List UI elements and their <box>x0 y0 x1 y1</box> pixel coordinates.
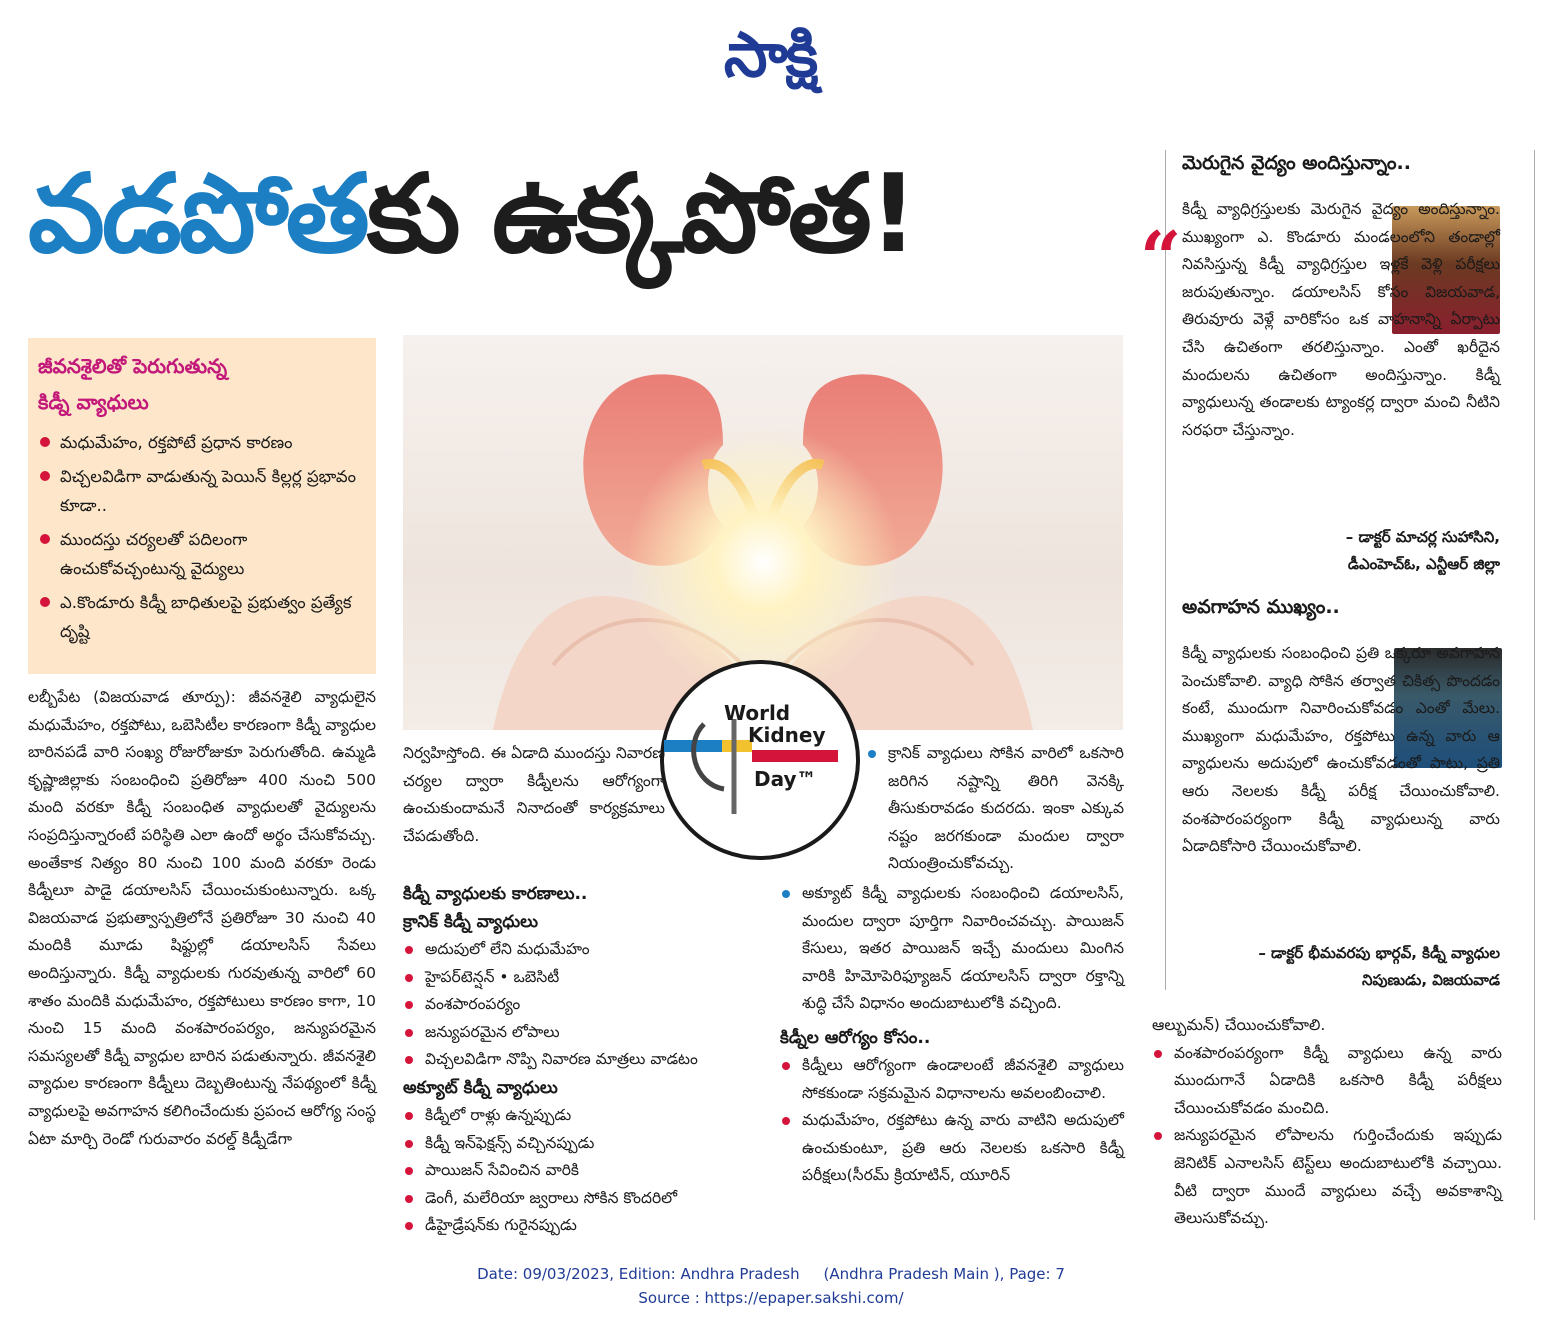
bullet-icon <box>405 1195 413 1203</box>
sig-2-name: – డాక్టర్ భీమవరపు భార్గవ్, కిడ్నీ వ్యాధుల <box>1258 944 1500 962</box>
col4-lead: ఆల్బుమన్) చేయించుకోవాలి. <box>1152 1016 1326 1034</box>
list-item: కిడ్నీలో రాళ్లు ఉన్నప్పుడు <box>403 1102 758 1130</box>
bullet-icon <box>782 890 790 898</box>
bullet-icon <box>40 534 50 544</box>
right-edge-rule <box>1534 150 1535 1220</box>
acute-list <box>403 1102 758 1240</box>
list-item: డీహైడ్రేషన్‌కు గురైనప్పుడు <box>403 1212 758 1240</box>
bullet-icon <box>1154 1132 1162 1140</box>
box-bullet: ముందస్తు చర్యలతో పదిలంగా ఉంచుకోవచ్చంటున్న వైద్యులు <box>38 525 366 583</box>
health-list <box>780 1052 1124 1190</box>
col4-list <box>1152 1040 1502 1233</box>
list-item: క్రానిక్ వ్యాధులు సోకిన వారిలో ఒకసారి జరిగిన నష్టాన్ని తిరిగి వెనక్కి తీసుకురావడం కుదరదు. ఇంకా ఎక్కువ నష్టం జరగకుండా మందుల ద్వారా నియంత్రించుకోవచ్చు. <box>866 740 1124 878</box>
badge-line2: Kidney <box>748 723 826 747</box>
bullet-icon <box>40 437 50 447</box>
list-item: పాయిజన్ సేవించిన వారికి <box>403 1157 758 1185</box>
box-bullet: విచ్చలవిడిగా వాడుతున్న పెయిన్ కిల్లర్ల ప్రభావం కూడా.. <box>38 462 366 520</box>
headline-part1: వడపోత <box>28 152 367 277</box>
bullet-icon <box>405 974 413 982</box>
article-column-4 <box>1152 1012 1502 1233</box>
footer-date: Date: 09/03/2023, Edition: Andhra Pradesh (Andhra Pradesh Main ), Page: 7 <box>477 1265 1065 1283</box>
box-title-line2: కిడ్నీ వ్యాధులు <box>38 390 149 414</box>
list-item: కిడ్నీ ఇన్‌ఫెక్షన్స్ వచ్చినప్పుడు <box>403 1130 758 1158</box>
list-item: వంశపారంపర్యం <box>403 991 758 1019</box>
chronic-list <box>403 936 758 1074</box>
sidebar-heading-2: అవగాహన ముఖ్యం.. <box>1182 596 1340 618</box>
world-kidney-day-badge <box>660 660 860 860</box>
causes-section <box>403 880 758 1240</box>
footer <box>0 1262 1542 1310</box>
bullet-icon <box>40 597 50 607</box>
bullet-icon <box>40 471 50 481</box>
sidebar-sig-2 <box>1182 940 1500 994</box>
badge-line3: Day™ <box>754 767 817 791</box>
headline-part2: కు ఉక్కపోత! <box>366 152 915 277</box>
health-heading: కిడ్నీల ఆరోగ్యం కోసం.. <box>780 1027 931 1048</box>
bullet-icon <box>405 1056 413 1064</box>
bullet-icon <box>405 1112 413 1120</box>
article-column-3-mid <box>780 880 1124 1190</box>
bullet-icon <box>1154 1050 1162 1058</box>
list-item: అదుపులో లేని మధుమేహం <box>403 936 758 964</box>
bullet-icon <box>868 750 876 758</box>
treatment-list <box>866 740 1124 878</box>
list-item: హైపర్‌టెన్షన్ • ఒబెసిటీ <box>403 964 758 992</box>
bullet-icon <box>405 1001 413 1009</box>
quote-2-body: కిడ్నీ వ్యాధులకు సంబంధించి ప్రతి ఒక్కరూ అవగాహన పెంచుకోవాలి. వ్యాధి సోకిన తర్వాత చికిత్స పొందడం కంటే, ముందుగా నివారించుకోవడం ఎంతో మేలు. ముఖ్యంగా మధుమేహం, రక్తపోటు ఉన్న వారు ఆ వ్యాధులను అదుపులో ఉంచుకోవడంతో పాటు, ప్రతి ఆరు నెలలకు కిడ్నీ పరీక్ష చేయించుకోవాలి. వంశపారంపర్యంగా కిడ్నీ వ్యాధులున్న వారు ఏడాదికోసారి చేయించుకోవాలి. <box>1182 644 1500 856</box>
badge-line1: World <box>724 701 791 725</box>
list-item: జన్యుపరమైన లోపాలను గుర్తించేందుకు ఇప్పుడు జెనిటిక్ ఎనాలసిస్ టెస్ట్‌లు అందుబాటులోకి వచ్చాయి. వీటి ద్వారా ముందే వ్యాధులు వచ్చే అవకాశాన్ని తెలుసుకోవచ్చు. <box>1152 1122 1502 1232</box>
highlight-box <box>28 338 376 674</box>
sidebar-quote-2-text <box>1182 640 1500 861</box>
headline <box>28 150 1148 280</box>
sig-2-title: నిపుణుడు, విజయవాడ <box>1361 971 1500 989</box>
treatment-list-2 <box>780 880 1124 1018</box>
list-item: కిడ్నీలు ఆరోగ్యంగా ఉండాలంటే జీవనశైలి వ్యాధులు సోకకుండా సక్రమమైన విధానాలను అవలంబించాలి. <box>780 1052 1124 1107</box>
bullet-icon <box>405 1222 413 1230</box>
box-title-line1: జీవనశైలితో పెరుగుతున్న <box>38 354 228 378</box>
bullet-icon <box>405 1140 413 1148</box>
sidebar-quote-1-text <box>1182 196 1500 444</box>
bullet-icon <box>405 1029 413 1037</box>
quote-1-body: కిడ్నీ వ్యాధిగ్రస్తులకు మెరుగైన వైద్యం అందిస్తున్నాం. ముఖ్యంగా ఎ. కొండూరు మండలంలోని తండాల్లో నివసిస్తున్న కిడ్నీ వ్యాధిగ్రస్తుల ఇళ్లకే వెళ్లి పరీక్షలు జరుపుతున్నాం. డయాలసిస్ కోసం విజయవాడ, తిరువూరు వెళ్లే వారికోసం ఒక వాహనాన్ని ఏర్పాటు చేసి ఉచితంగా తరలిస్తున్నాం. ఎంతో ఖరీదైన మందులను ఉచితంగా అందిస్తున్నాం. కిడ్నీ వ్యాధులున్న తండాలకు ట్యాంకర్ల ద్వారా మంచి నీటిని సరఫరా చేస్తున్నాం. <box>1182 200 1500 439</box>
quote-icon: “ <box>1140 215 1182 300</box>
list-item: మధుమేహం, రక్తపోటు ఉన్న వారు వాటిని అదుపులో ఉంచుకుంటూ, ప్రతి ఆరు నెలలకు ఒకసారి కిడ్నీ పరీక్షలు(సీరమ్ క్రియాటిన్, యూరిన్ <box>780 1107 1124 1190</box>
list-item: విచ్చలవిడిగా నొప్పి నివారణ మాత్రలు వాడటం <box>403 1046 758 1074</box>
footer-source[interactable]: Source : https://epaper.sakshi.com/ <box>638 1289 904 1307</box>
bullet-icon <box>405 1167 413 1175</box>
list-item: జన్యుపరమైన లోపాలు <box>403 1019 758 1047</box>
chronic-heading: క్రానిక్ కిడ్నీ వ్యాధులు <box>403 912 539 932</box>
kidney-day-logo-icon <box>664 664 856 856</box>
bullet-icon <box>782 1117 790 1125</box>
list-item: డెంగీ, మలేరియా జ్వరాలు సోకిన కొందరిలో <box>403 1185 758 1213</box>
article-column-2: నిర్వహిస్తోంది. ఈ ఏడాది ముందస్తు నివారణ చర్యల ద్వారా కిడ్నీలను ఆరోగ్యంగా ఉంచుకుందామనే నినాదంతో కార్యక్రమాలు చేపడుతోంది. <box>403 744 665 845</box>
acute-heading: అక్యూట్ కిడ్నీ వ్యాధులు <box>403 1077 558 1098</box>
list-item: వంశపారంపర్యంగా కిడ్నీ వ్యాధులు ఉన్న వారు ముందుగానే ఏడాదికి ఒకసారి కిడ్నీ పరీక్షలు చేయించుకోవడం మంచిది. <box>1152 1040 1502 1123</box>
sidebar-heading-1: మెరుగైన వైద్యం అందిస్తున్నాం.. <box>1182 152 1411 174</box>
causes-heading: కిడ్నీ వ్యాధులకు కారణాలు.. <box>403 884 588 904</box>
box-bullet: మధుమేహం, రక్తపోటే ప్రధాన కారణం <box>38 428 366 457</box>
article-column-1: లబ్బీపేట (విజయవాడ తూర్పు): జీవనశైలి వ్యాధులైన మధుమేహం, రక్తపోటు, ఒబెసిటీల కారణంగా కిడ్నీ వ్యాధుల బారినపడే వారి సంఖ్య రోజురోజుకూ పెరుగుతోంది. ఉమ్మడి కృష్ణాజిల్లాకు సంబంధించి ప్రతిరోజూ 400 నుంచి 500 మంది వరకూ కిడ్నీ సంబంధిత వ్యాధులతో వైద్యులను సంప్రదిస్తున్నారంటే పరిస్థితి ఎలా ఉందో అర్థం చేసుకోవచ్చు. అంతేకాక నిత్యం 80 నుంచి 100 మంది వరకూ రెండు కిడ్నీలూ పాడై డయాలసిస్ చేయించుకుంటున్నారు. ఒక్క విజయవాడ ప్రభుత్వాస్పత్రిలోనే ప్రతిరోజూ 30 నుంచి 40 మందికి మూడు షిఫ్టుల్లో డయాలసిస్ సేవలు అందిస్తున్నారు. కిడ్నీ వ్యాధులకు గురవుతున్న వారిలో 60 శాతం మందికి మధుమేహం, రక్తపోటులు కారణం కాగా, 10 నుంచి 15 మంది వంశపారంపర్యం, జన్యుపరమైన సమస్యలతో కిడ్నీ వ్యాధుల బారిన పడుతున్నారు. జీవనశైలి వ్యాధుల కారణంగా కిడ్నీలు దెబ్బతింటున్న నేపథ్యంలో కిడ్నీ వ్యాధులపై అవగాహన కలిగించేందుకు ప్రపంచ ఆరోగ్య సంస్థ ఏటా మార్చి రెండో గురువారం వరల్డ్ కిడ్నీడేగా <box>28 688 376 1148</box>
article-column-3-top <box>866 740 1124 878</box>
box-bullets <box>38 428 366 646</box>
box-bullet: ఎ.కొండూరు కిడ్నీ బాధితులపై ప్రభుత్వం ప్రత్యేక దృష్టి <box>38 588 366 646</box>
sig-1-title: డీఎంహెచ్ఓ, ఎన్టీఆర్ జిల్లా <box>1347 555 1500 573</box>
bullet-icon <box>405 946 413 954</box>
bullet-icon <box>782 1062 790 1070</box>
list-item: అక్యూట్ కిడ్నీ వ్యాధులకు సంబంధించి డయాలసిస్, మందుల ద్వారా పూర్తిగా నివారించవచ్చు. పాయిజన్ కేసులు, ఇతర పాయిజన్ ఇచ్చే మందులు మింగిన వారికి హిమోపెరిఫ్యూజన్ డయాలసిస్ ద్వారా రక్తాన్ని శుద్ధి చేసే విధానం అందుబాటులోకి వచ్చింది. <box>780 880 1124 1018</box>
sakshi-logo: సాక్షి <box>723 18 817 91</box>
sig-1-name: – డాక్టర్ మాచర్ల సుహాసిని, <box>1345 528 1500 546</box>
sidebar-sig-1 <box>1182 524 1500 578</box>
